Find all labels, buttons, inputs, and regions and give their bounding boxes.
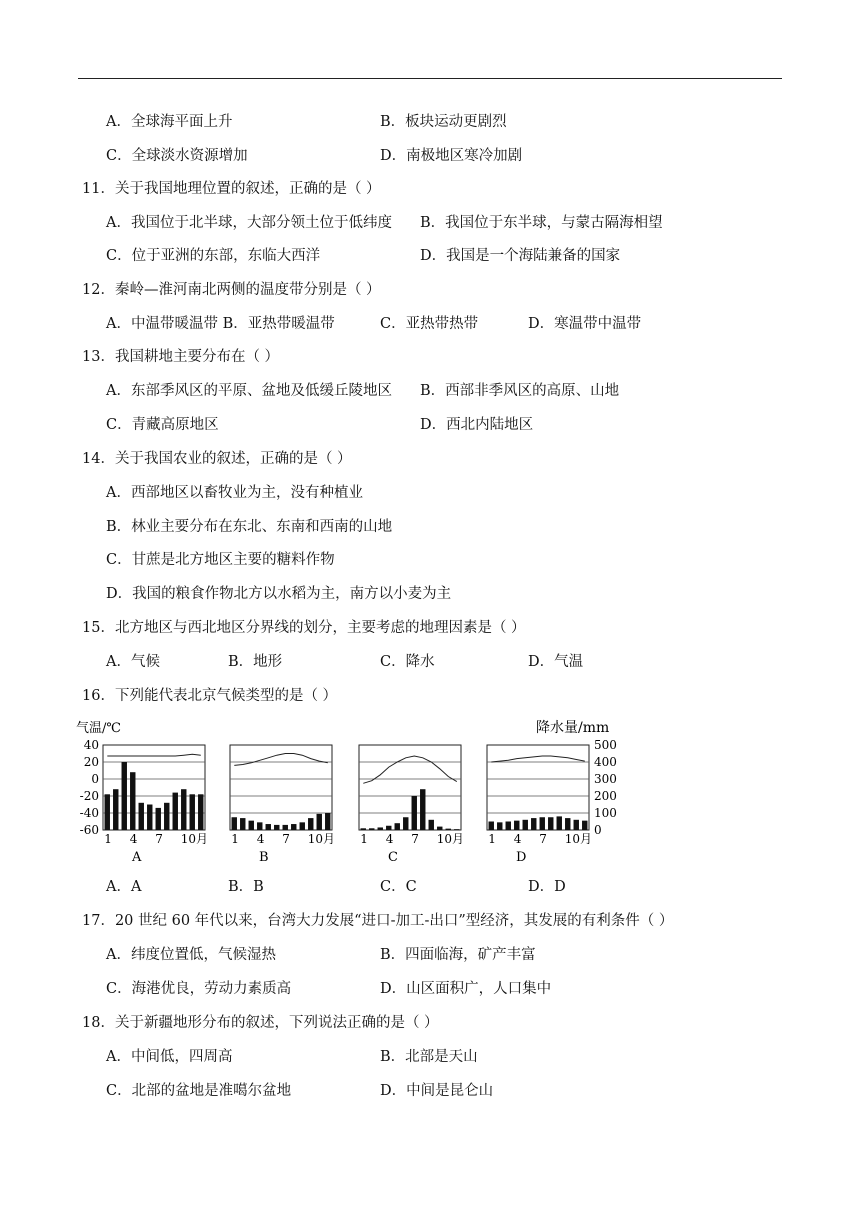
month-tick-label: 10月 xyxy=(307,832,336,846)
temp-tick-label: -40 xyxy=(79,806,99,820)
answer-option: C．亚热带热带 xyxy=(380,316,479,332)
chart-frame xyxy=(359,745,461,830)
answer-option: C．降水 xyxy=(380,654,435,670)
answer-option: D．南极地区寒冷加剧 xyxy=(380,148,523,164)
precip-bar xyxy=(147,805,152,831)
chart-frame xyxy=(487,745,589,830)
question-text: 14．关于我国农业的叙述，正确的是（ ） xyxy=(82,451,352,467)
precip-bar xyxy=(574,820,579,830)
answer-option: C．青藏高原地区 xyxy=(106,417,219,433)
precip-bar xyxy=(489,822,494,831)
month-tick-label: 7 xyxy=(282,832,290,846)
precip-bar xyxy=(420,789,425,830)
answer-option: A．东部季风区的平原、盆地及低缓丘陵地区 xyxy=(106,383,392,399)
question-text: 11．关于我国地理位置的叙述，正确的是（ ） xyxy=(82,181,381,197)
temperature-line xyxy=(107,754,201,756)
panel-label: B xyxy=(259,850,269,865)
precip-bar xyxy=(291,824,296,830)
answer-option: B．地形 xyxy=(228,654,283,670)
precip-bar xyxy=(266,824,271,830)
precip-axis-label: 降水量/mm xyxy=(536,720,610,736)
temp-tick-label: 40 xyxy=(83,738,99,752)
precip-tick-label: 500 xyxy=(594,738,617,752)
climate-chart-svg xyxy=(76,715,617,865)
precip-bar xyxy=(531,818,536,830)
climate-charts xyxy=(76,715,617,869)
answer-option: B．板块运动更剧烈 xyxy=(380,114,507,130)
answer-option: B．我国位于东半球，与蒙古隔海相望 xyxy=(420,215,663,231)
answer-option: D．中间是昆仑山 xyxy=(380,1083,494,1099)
precip-tick-label: 300 xyxy=(594,772,617,786)
answer-option: B．西部非季风区的高原、山地 xyxy=(420,383,620,399)
month-tick-label: 4 xyxy=(385,832,394,846)
question-text: 18．关于新疆地形分布的叙述，下列说法正确的是（ ） xyxy=(82,1015,439,1031)
answer-option: C．位于亚洲的东部，东临大西洋 xyxy=(106,248,321,264)
temperature-line xyxy=(491,756,585,762)
month-tick-label: 7 xyxy=(539,832,547,846)
precip-bar xyxy=(412,796,417,830)
month-tick-label: 1 xyxy=(488,832,496,846)
answer-option: D．寒温带中温带 xyxy=(528,316,642,332)
answer-option: D．我国的粮食作物北方以水稻为主，南方以小麦为主 xyxy=(106,586,452,602)
precip-bar xyxy=(232,817,237,830)
month-tick-label: 1 xyxy=(360,832,368,846)
month-tick-label: 4 xyxy=(129,832,138,846)
precip-bar xyxy=(181,789,186,830)
temp-tick-label: 20 xyxy=(83,755,99,769)
answer-option: D．气温 xyxy=(528,654,584,670)
precip-bar xyxy=(274,825,279,830)
precip-bar xyxy=(403,817,408,830)
temperature-line xyxy=(234,754,327,766)
month-tick-label: 7 xyxy=(155,832,163,846)
precip-bar xyxy=(105,794,110,830)
precip-bar xyxy=(249,821,254,830)
precip-bar xyxy=(446,829,451,830)
question-text: 12．秦岭—淮河南北两侧的温度带分别是（ ） xyxy=(82,282,381,298)
precip-bar xyxy=(565,818,570,830)
month-tick-label: 10月 xyxy=(436,832,465,846)
answer-option: B．林业主要分布在东北、东南和西南的山地 xyxy=(106,519,393,535)
precip-bar xyxy=(514,821,519,830)
answer-option: B．B xyxy=(228,879,264,895)
precip-bar xyxy=(454,829,459,830)
month-tick-label: 4 xyxy=(256,832,265,846)
answer-option: A．中间低，四周高 xyxy=(106,1049,233,1065)
panel-label: A xyxy=(132,850,142,865)
panel-label: D xyxy=(516,850,527,865)
precip-bar xyxy=(386,826,391,830)
answer-option: D．我国是一个海陆兼备的国家 xyxy=(420,248,621,264)
precip-bar xyxy=(173,793,178,830)
temp-tick-label: -20 xyxy=(79,789,99,803)
month-tick-label: 7 xyxy=(411,832,419,846)
precip-bar xyxy=(582,821,587,830)
precip-bar xyxy=(139,803,144,830)
precip-bar xyxy=(540,817,545,830)
month-tick-label: 1 xyxy=(104,832,112,846)
answer-option: D．山区面积广，人口集中 xyxy=(380,981,552,997)
month-tick-label: 10月 xyxy=(180,832,209,846)
precip-bar xyxy=(164,803,169,830)
precip-bar xyxy=(130,772,135,830)
question-text: 15．北方地区与西北地区分界线的划分，主要考虑的地理因素是（ ） xyxy=(82,620,526,636)
precip-bar xyxy=(317,814,322,830)
precip-bar xyxy=(122,762,127,830)
precip-bar xyxy=(240,818,245,830)
temp-tick-label: -60 xyxy=(79,823,99,837)
answer-option: C．北部的盆地是准噶尔盆地 xyxy=(106,1083,292,1099)
answer-option: D．西北内陆地区 xyxy=(420,417,534,433)
month-tick-label: 1 xyxy=(231,832,239,846)
answer-option: B．北部是天山 xyxy=(380,1049,478,1065)
question-text: 16．下列能代表北京气候类型的是（ ） xyxy=(82,688,338,704)
panel-label: C xyxy=(388,850,398,865)
precip-bar xyxy=(198,794,203,830)
precip-tick-label: 100 xyxy=(594,806,617,820)
precip-bar xyxy=(283,825,288,830)
precip-bar xyxy=(369,828,374,830)
precip-bar xyxy=(257,822,262,830)
precip-bar xyxy=(113,789,118,830)
answer-option: A．我国位于北半球，大部分领土位于低纬度 xyxy=(106,215,392,231)
question-text: 17．20 世纪 60 年代以来，台湾大力发展“进口-加工-出口”型经济，其发展的有利条件（ ） xyxy=(82,913,674,929)
month-tick-label: 10月 xyxy=(564,832,593,846)
answer-option: C．C xyxy=(380,879,417,895)
answer-option: D．D xyxy=(528,879,566,895)
precip-bar xyxy=(190,794,195,830)
precip-bar xyxy=(378,827,383,830)
precip-tick-label: 400 xyxy=(594,755,617,769)
header-rule xyxy=(78,78,782,79)
answer-option: A．全球海平面上升 xyxy=(106,114,233,130)
precip-bar xyxy=(548,817,553,830)
precip-bar xyxy=(156,808,161,830)
answer-option: A．气候 xyxy=(106,654,160,670)
precip-bar xyxy=(325,813,330,830)
precip-bar xyxy=(506,822,511,831)
temp-tick-label: 0 xyxy=(91,772,99,786)
precip-tick-label: 200 xyxy=(594,789,617,803)
precip-bar xyxy=(523,820,528,830)
answer-option: C．全球淡水资源增加 xyxy=(106,148,248,164)
precip-bar xyxy=(437,827,442,830)
answer-option: A．纬度位置低，气候湿热 xyxy=(106,947,276,963)
precip-bar xyxy=(395,823,400,830)
precip-bar xyxy=(497,822,502,830)
temp-axis-label: 气温/℃ xyxy=(76,721,121,736)
answer-option: A．西部地区以畜牧业为主，没有种植业 xyxy=(106,485,363,501)
question-text: 13．我国耕地主要分布在（ ） xyxy=(82,349,280,365)
precip-bar xyxy=(557,816,562,830)
answer-option: C．甘蔗是北方地区主要的糖料作物 xyxy=(106,552,335,568)
precip-bar xyxy=(429,820,434,830)
month-tick-label: 4 xyxy=(513,832,522,846)
precip-bar xyxy=(300,822,305,830)
answer-option: C．海港优良，劳动力素质高 xyxy=(106,981,292,997)
answer-option: A．A xyxy=(106,879,142,895)
precip-tick-label: 0 xyxy=(594,823,602,837)
answer-option: A．中温带暖温带 B．亚热带暖温带 xyxy=(106,316,335,332)
answer-option: B．四面临海，矿产丰富 xyxy=(380,947,536,963)
precip-bar xyxy=(361,828,366,830)
precip-bar xyxy=(308,818,313,830)
